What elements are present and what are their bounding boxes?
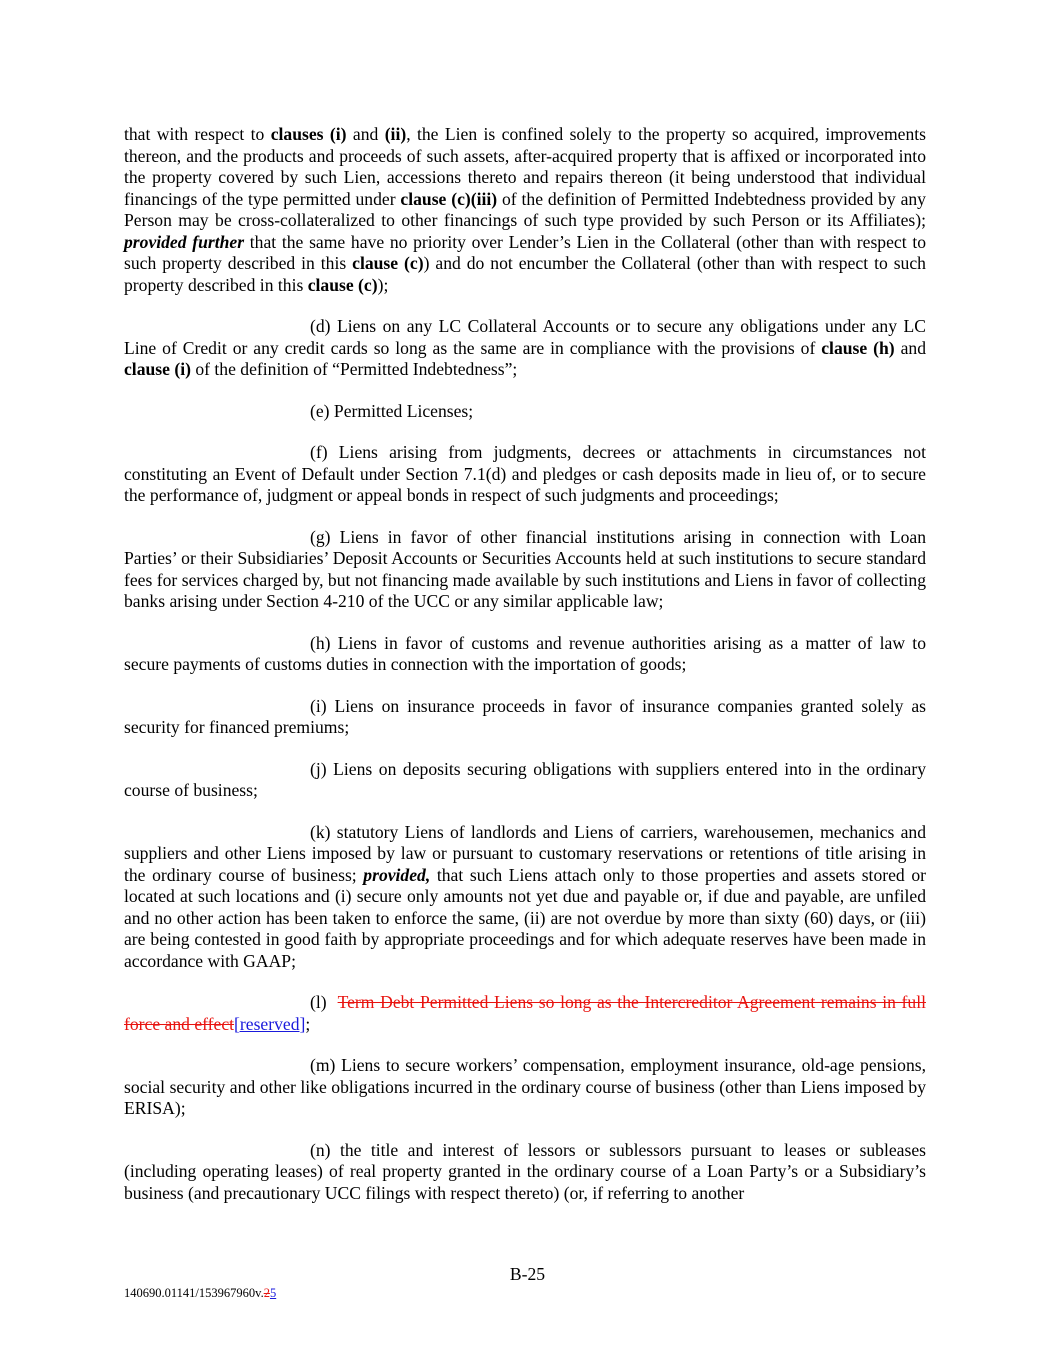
- deleted-text: Term Debt Permitted Liens so long as the Intercreditor Agreement remains in full force and effect: [124, 992, 926, 1034]
- paragraph-j: (j) Liens on deposits securing obligations with suppliers entered into in the ordinary course of business;: [124, 758, 926, 800]
- paragraph-f: (f) Liens arising from judgments, decrees or attachments in circumstances not constituting an Event of Default under Section 7.1(d) and pledges or cash deposits made in lieu of, or to secure the performance of, judgment or appeal bonds in respect of such judgments and proceedings;: [124, 442, 926, 505]
- document-id: 140690.01141/153967960v.25: [124, 1286, 277, 1300]
- paragraph-e: (e) Permitted Licenses;: [310, 400, 474, 421]
- version-inserted: 5: [269, 1286, 277, 1300]
- version-deleted: 2: [263, 1286, 270, 1300]
- paragraph-d: (d) Liens on any LC Collateral Accounts or to secure any obligations under any LC Line of Credit or any credit cards so long as the same are in compliance with the provisions of clause (h) and clause (i) of the definition of “Permitted Indebtedness”;: [124, 316, 926, 379]
- page-number: B-25: [509, 1264, 546, 1284]
- paragraph-h: (h) Liens in favor of customs and revenue authorities arising as a matter of law to secure payments of customs duties in connection with the importation of goods;: [124, 632, 926, 674]
- inserted-text: [reserved]: [234, 1013, 306, 1034]
- paragraph-m: (m) Liens to secure workers’ compensation, employment insurance, old-age pensions, social security and other like obligations incurred in the ordinary course of business (other than Liens imposed by ERISA);: [124, 1055, 926, 1118]
- paragraph-l: (l) Term Debt Permitted Liens so long as the Intercreditor Agreement remains in full force and effect[reserved];: [124, 992, 926, 1034]
- paragraph-n: (n) the title and interest of lessors or sublessors pursuant to leases or subleases (including operating leases) of real property granted in the ordinary course of a Loan Party’s or a Subsidiary’s business (and precautionary UCC filings with respect thereto) (or, if referring to another: [124, 1139, 926, 1203]
- paragraph-g: (g) Liens in favor of other financial institutions arising in connection with Loan Parties’ or their Subsidiaries’ Deposit Accounts or Securities Accounts held at such institutions to secure standard fees for services charged by, but not financing made available by such institutions and Liens in favor of collecting banks arising under Section 4-210 of the UCC or any similar applicable law;: [124, 526, 926, 611]
- document-body: [124, 124, 926, 1224]
- paragraph-k: (k) statutory Liens of landlords and Liens of carriers, warehousemen, mechanics and suppliers and other Liens imposed by law or pursuant to customary reservations or retentions of title arising in the ordinary course of business; provided, that such Liens attach only to those properties and assets stored or located at such locations and (i) secure only amounts not yet due and payable or, if due and payable, are unfiled and no other action has been taken to enforce the same, (ii) are not overdue by more than sixty (60) days, or (iii) are being contested in good faith by appropriate proceedings and for which adequate reserves have been made in accordance with GAAP;: [124, 821, 926, 971]
- paragraph-c-continuation: that with respect to clauses (i) and (ii), the Lien is confined solely to the property so acquired, improvements thereon, and the products and proceeds of such assets, after-acquired property that is affixed or incorporated into the property covered by such Lien, accessions thereto and repairs thereon (it being understood that individual financings of the type permitted under clause (c)(iii) of the definition of Permitted Indebtedness provided by any Person may be cross-collateralized to other financings of such type provided by such Person or its Affiliates); provided further that the same have no priority over Lender’s Lien in the Collateral (other than with respect to such property described in this clause (c)) and do not encumber the Collateral (other than with respect to such property described in this clause (c));: [124, 124, 927, 295]
- paragraph-i: (i) Liens on insurance proceeds in favor of insurance companies granted solely as security for financed premiums;: [124, 695, 926, 737]
